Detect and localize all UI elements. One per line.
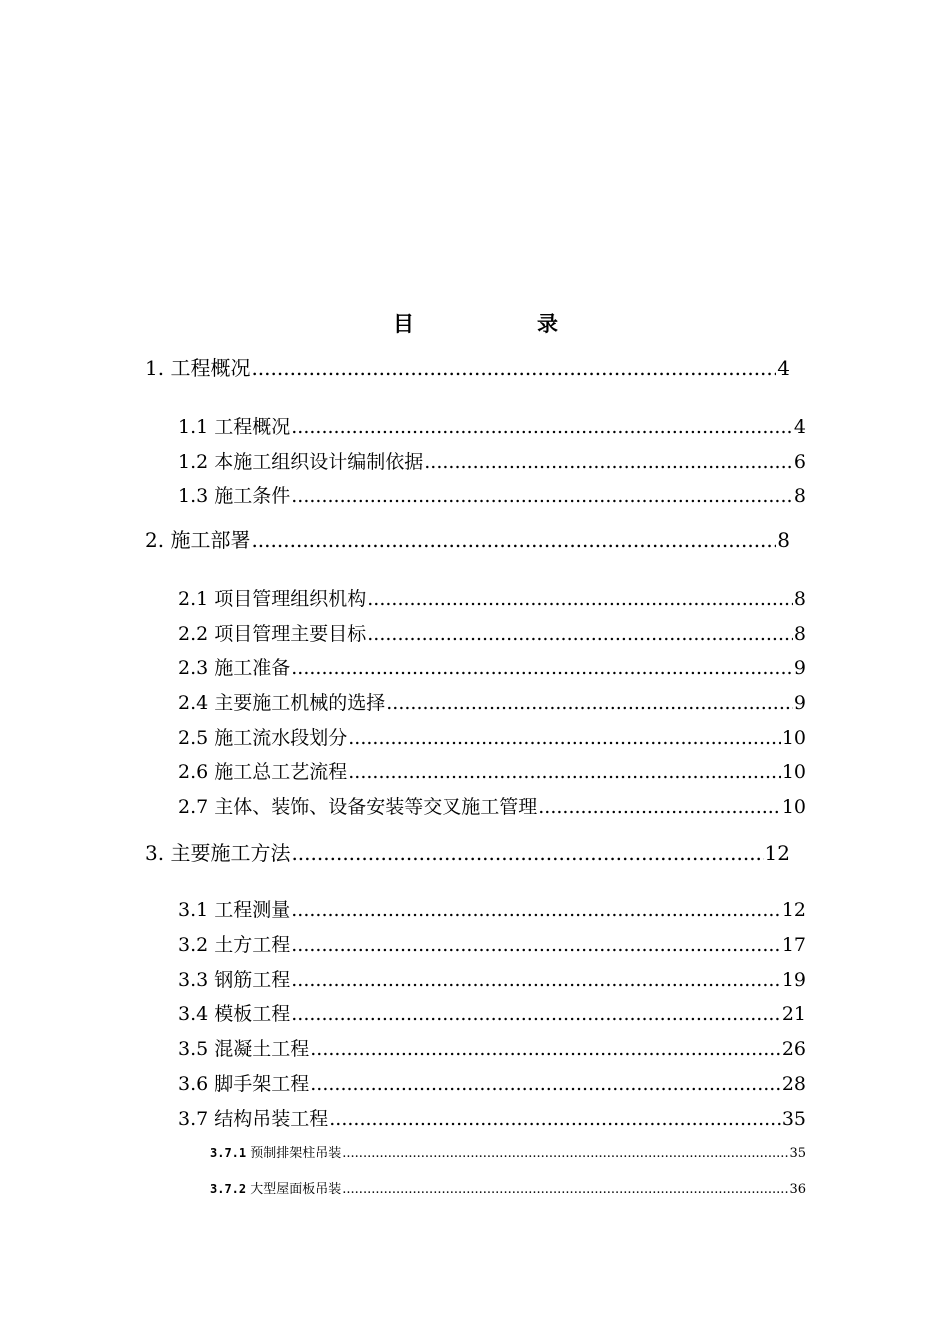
toc-entry[interactable] xyxy=(178,619,806,646)
toc-leader-dots xyxy=(291,899,781,921)
toc-leader-dots xyxy=(310,1073,781,1095)
toc-entry[interactable] xyxy=(178,1104,806,1131)
toc-leader-dots xyxy=(251,356,776,380)
toc-leader-dots xyxy=(538,796,781,818)
toc-entry-label: 3.4 模板工程 xyxy=(178,1003,291,1025)
toc-entry-label: 3.3 钢筋工程 xyxy=(178,969,291,991)
toc-entry[interactable] xyxy=(178,965,806,992)
toc-leader-dots xyxy=(291,969,781,991)
toc-page-number: 8 xyxy=(793,588,806,610)
toc-leader-dots xyxy=(291,657,793,679)
toc-entry-label: 3.1 工程测量 xyxy=(178,899,291,921)
toc-entry-label: 3.7 结构吊装工程 xyxy=(178,1108,329,1130)
toc-page-number: 12 xyxy=(764,841,790,865)
toc-entry-label: 2.1 项目管理组织机构 xyxy=(178,588,367,610)
toc-entry[interactable] xyxy=(145,352,790,381)
toc-entry[interactable] xyxy=(178,688,806,715)
toc-entry[interactable] xyxy=(145,524,790,553)
toc-page-number: 10 xyxy=(781,796,806,818)
toc-entry[interactable] xyxy=(178,412,806,439)
toc-page-number: 10 xyxy=(781,727,806,749)
toc-entry-label: 3.6 脚手架工程 xyxy=(178,1073,310,1095)
toc-leader-dots xyxy=(424,451,793,473)
toc-entry[interactable] xyxy=(210,1142,806,1161)
toc-entry-label: 2.5 施工流水段划分 xyxy=(178,727,348,749)
toc-entry-label: 3.2 土方工程 xyxy=(178,934,291,956)
toc-page-number: 19 xyxy=(781,969,806,991)
toc-entry-label: 1.2 本施工组织设计编制依据 xyxy=(178,451,424,473)
toc-entry[interactable] xyxy=(178,757,806,784)
toc-entry[interactable] xyxy=(178,1069,806,1096)
toc-page-number: 8 xyxy=(793,623,806,645)
toc-entry[interactable] xyxy=(178,653,806,680)
toc-page-number: 35 xyxy=(781,1108,806,1130)
toc-leader-dots xyxy=(342,1146,788,1161)
toc-leader-dots xyxy=(310,1038,781,1060)
toc-leader-dots xyxy=(386,692,793,714)
toc-entry[interactable] xyxy=(178,1034,806,1061)
toc-entry-label: 2.6 施工总工艺流程 xyxy=(178,761,348,783)
toc-entry[interactable] xyxy=(178,930,806,957)
toc-leader-dots xyxy=(367,588,793,610)
toc-leader-dots xyxy=(348,727,781,749)
toc-entry-number: 3.7.1 xyxy=(210,1146,247,1160)
toc-entry[interactable] xyxy=(178,999,806,1026)
toc-entry-label: 2.2 项目管理主要目标 xyxy=(178,623,367,645)
toc-page-number: 28 xyxy=(781,1073,806,1095)
toc-page-number: 8 xyxy=(777,528,790,552)
toc-entry-label: 2.4 主要施工机械的选择 xyxy=(178,692,386,714)
toc-entry[interactable] xyxy=(178,895,806,922)
toc-page-number: 26 xyxy=(781,1038,806,1060)
toc-leader-dots xyxy=(291,841,763,865)
toc-page-number: 36 xyxy=(789,1182,806,1197)
toc-entry-label: 2.7 主体、装饰、设备安装等交叉施工管理 xyxy=(178,796,538,818)
toc-entry-label: 3.5 混凝土工程 xyxy=(178,1038,310,1060)
toc-page-number: 10 xyxy=(781,761,806,783)
toc-entry[interactable] xyxy=(210,1178,806,1197)
toc-entry-label xyxy=(210,1178,341,1197)
toc-page-number: 8 xyxy=(793,485,806,507)
toc-entry-label: 2.3 施工准备 xyxy=(178,657,291,679)
toc-page-number: 9 xyxy=(793,657,806,679)
toc-page-number: 4 xyxy=(793,416,806,438)
toc-leader-dots xyxy=(367,623,793,645)
toc-entry[interactable] xyxy=(178,723,806,750)
toc-entry[interactable] xyxy=(178,792,806,819)
toc-page-number: 9 xyxy=(793,692,806,714)
toc-entry-text: 预制排架柱吊装 xyxy=(250,1146,342,1161)
toc-entry[interactable] xyxy=(145,837,790,866)
toc-leader-dots xyxy=(329,1108,781,1130)
toc-page-number: 35 xyxy=(789,1146,806,1161)
toc-leader-dots xyxy=(291,485,793,507)
toc-leader-dots xyxy=(291,1003,781,1025)
toc-entry[interactable] xyxy=(178,584,806,611)
toc-leader-dots xyxy=(291,416,793,438)
toc-leader-dots xyxy=(348,761,781,783)
toc-page-number: 17 xyxy=(781,934,806,956)
toc-leader-dots xyxy=(342,1182,788,1197)
toc-title-left: 目 xyxy=(393,311,414,336)
toc-entry-number: 3.7.2 xyxy=(210,1182,247,1196)
toc-entry-label xyxy=(210,1142,341,1161)
toc-title-right: 录 xyxy=(537,311,558,336)
toc-entry-label: 1. 工程概况 xyxy=(145,356,251,380)
toc-entry-text: 大型屋面板吊装 xyxy=(250,1182,342,1197)
toc-page-number: 4 xyxy=(777,356,790,380)
toc-page-number: 6 xyxy=(793,451,806,473)
toc-entry-label: 1.1 工程概况 xyxy=(178,416,291,438)
toc-entry[interactable] xyxy=(178,481,806,508)
toc-leader-dots xyxy=(291,934,781,956)
toc-leader-dots xyxy=(251,528,776,552)
toc-page-number: 21 xyxy=(781,1003,806,1025)
toc-entry[interactable] xyxy=(178,447,806,474)
toc-entry-label: 1.3 施工条件 xyxy=(178,485,291,507)
toc-entry-label: 2. 施工部署 xyxy=(145,528,251,552)
toc-entry-label: 3. 主要施工方法 xyxy=(145,841,291,865)
toc-page-number: 12 xyxy=(781,899,806,921)
